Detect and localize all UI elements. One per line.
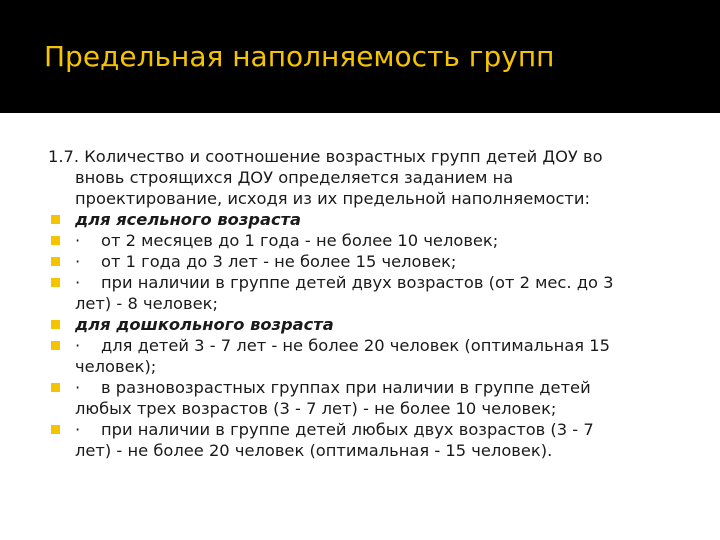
list-dot: · [75,231,81,250]
list-item-text: для дошкольного возраста [75,315,334,334]
bullet-square-icon [51,341,60,350]
bullet-square-icon [51,257,60,266]
list-dot: · [75,336,81,355]
list-item-text: при наличии в группе детей любых двух возрастов (3 - 7 [101,420,594,439]
list-item-text-continued: лет) - 8 человек; [75,294,218,313]
list-dot: · [75,273,81,292]
list-item-text-continued: любых трех возрастов (3 - 7 лет) - не более 10 человек; [75,399,557,418]
list-item [48,335,688,377]
bullet-square-icon [51,383,60,392]
bullet-square-icon [51,278,60,287]
list-item-text: для ясельного возраста [75,210,302,229]
list-dot: · [75,420,81,439]
intro-line-3: проектирование, исходя из их предельной наполняемости: [75,189,590,208]
title-bar [0,0,720,113]
list-item-text: в разновозрастных группах при наличии в группе детей [101,378,591,397]
slide-title: Предельная наполняемость групп [44,40,555,73]
bullet-square-icon [51,425,60,434]
list-item-text: от 1 года до 3 лет - не более 15 человек; [101,252,457,271]
list-item-text: при наличии в группе детей двух возрастов (от 2 мес. до 3 [101,273,614,292]
slide-content [48,146,688,461]
list-item-text-continued: лет) - не более 20 человек (оптимальная - 15 человек). [75,441,553,460]
intro-line-1: 1.7. Количество и соотношение возрастных групп детей ДОУ во [48,147,603,166]
intro-line-2: вновь строящихся ДОУ определяется заданием на [75,168,514,187]
intro-paragraph [48,146,688,209]
list-item-text: для детей 3 - 7 лет - не более 20 человек (оптимальная 15 [101,336,610,355]
list-item-preschool-heading [48,314,688,335]
list-dot: · [75,378,81,397]
list-item [48,377,688,419]
list-item-nursery-heading [48,209,688,230]
list-dot: · [75,252,81,271]
bullet-square-icon [51,236,60,245]
list-item [48,251,688,272]
bullet-square-icon [51,320,60,329]
list-item-text-continued: человек); [75,357,157,376]
bullet-square-icon [51,215,60,224]
list-item [48,230,688,251]
list-item [48,419,688,461]
list-item [48,272,688,314]
list-item-text: от 2 месяцев до 1 года - не более 10 человек; [101,231,499,250]
